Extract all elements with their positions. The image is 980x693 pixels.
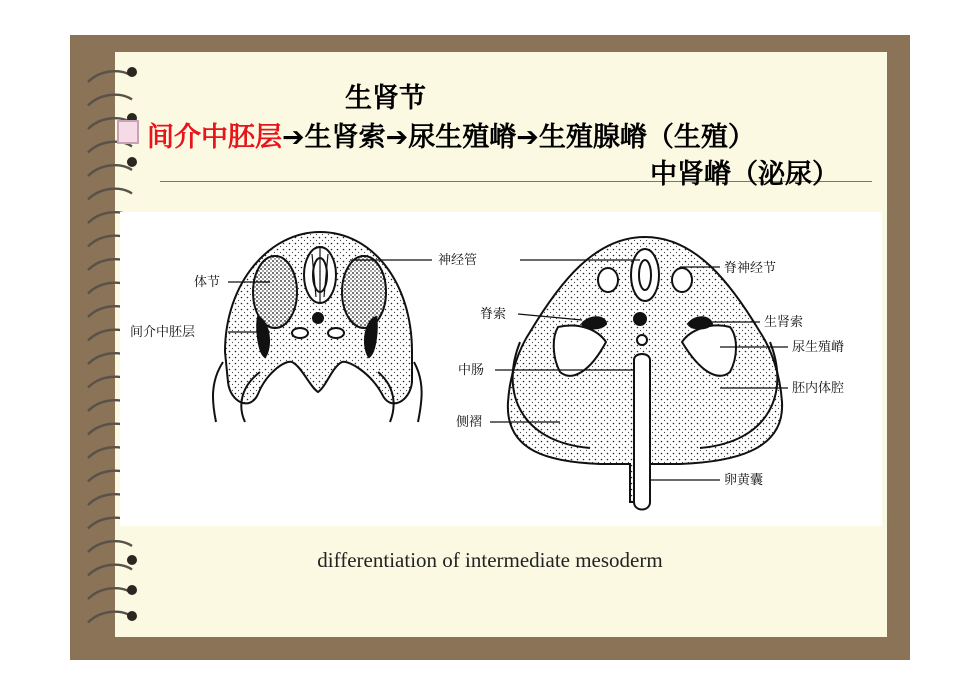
label-niaoshengzhiji: 尿生殖嵴 bbox=[792, 340, 845, 355]
bullet-icon bbox=[117, 120, 139, 144]
title-line-3: 中肾嵴（泌尿） bbox=[650, 159, 839, 190]
title-highlight: 间介中胚层 bbox=[147, 122, 282, 153]
binding-ring bbox=[88, 588, 132, 599]
label-peineitiqiang: 胚内体腔 bbox=[792, 381, 845, 396]
title-line-2 bbox=[147, 115, 755, 154]
embryo-cross-section-figure bbox=[120, 212, 882, 526]
label-jishenjingjie: 脊神经节 bbox=[724, 261, 777, 276]
label-jianjie-zhongpeiceng: 间介中胚层 bbox=[130, 325, 196, 340]
label-zhongchang: 中肠 bbox=[458, 363, 485, 378]
title-line-2-rest: ➔生肾索➔尿生殖嵴➔生殖腺嵴（生殖） bbox=[282, 122, 755, 153]
binding-ring bbox=[88, 189, 132, 200]
label-tijie: 体节 bbox=[194, 275, 221, 290]
binding-hole bbox=[127, 157, 137, 167]
figure-caption: differentiation of intermediate mesoderm bbox=[317, 548, 663, 572]
binding-ring bbox=[88, 612, 132, 623]
label-cezhe: 侧褶 bbox=[456, 415, 483, 430]
label-shengshensuo: 生肾索 bbox=[764, 315, 804, 330]
label-jisuo: 脊索 bbox=[480, 307, 507, 322]
binding-hole bbox=[127, 67, 137, 77]
figure-drawing bbox=[120, 212, 882, 526]
binding-hole bbox=[127, 585, 137, 595]
right-embryo bbox=[508, 237, 782, 510]
label-shenjingguan: 神经管 bbox=[438, 253, 478, 268]
binding-ring bbox=[88, 95, 132, 106]
binding-ring bbox=[88, 165, 132, 176]
label-luanhuangnang: 卵黄囊 bbox=[724, 473, 764, 488]
title-line-1: 生肾节 bbox=[345, 83, 426, 114]
binding-hole bbox=[127, 611, 137, 621]
binding-ring bbox=[88, 71, 132, 82]
